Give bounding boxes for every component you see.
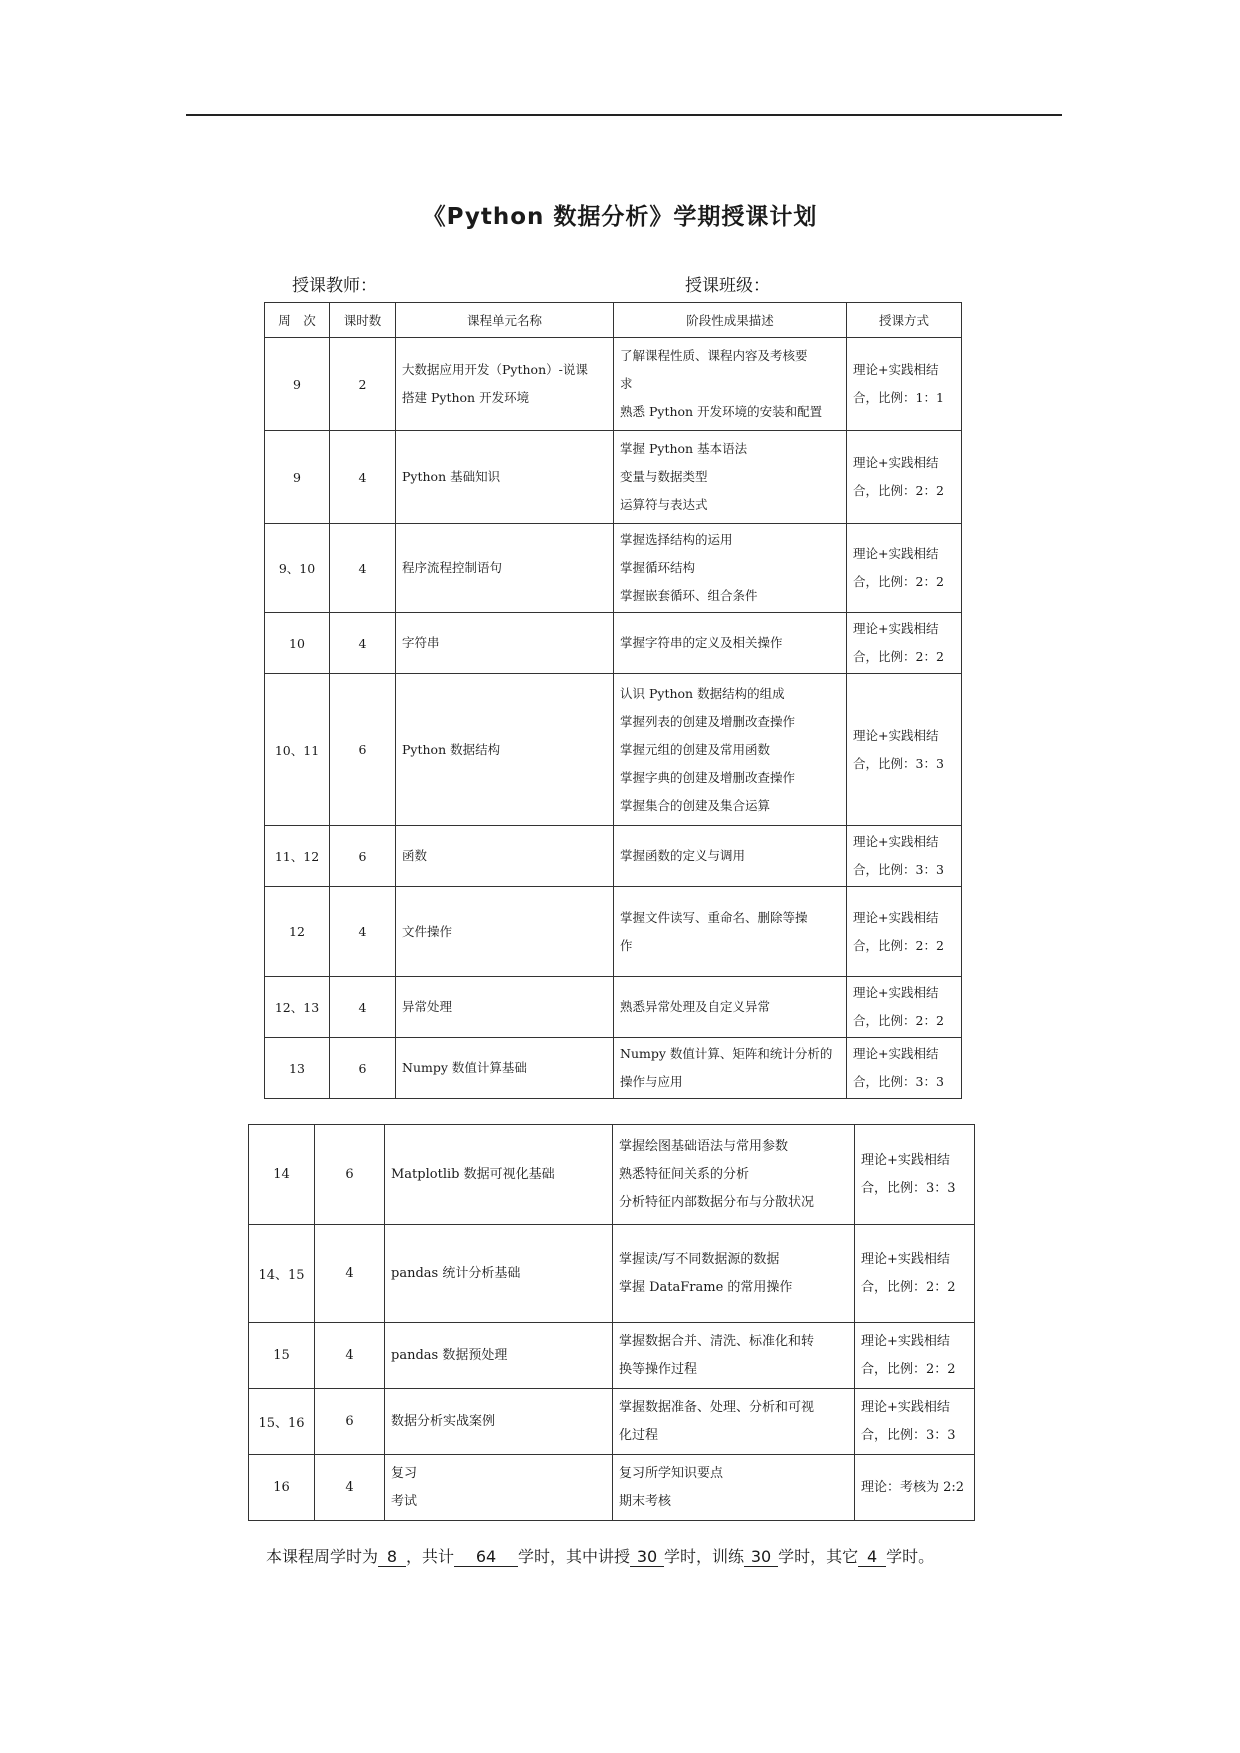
other-hours-value: 4 — [858, 1547, 886, 1567]
week-cell: 9 — [265, 338, 330, 431]
teaching-method-cell: 理论+实践相结合，比例：3：3 — [855, 1389, 975, 1455]
class-label: 授课班级： — [685, 276, 770, 296]
outcome-line: 掌握数据准备、处理、分析和可视 — [619, 1399, 815, 1415]
unit-name-line: 考试 — [391, 1493, 418, 1509]
unit-name-cell — [396, 613, 614, 674]
week-cell: 10 — [265, 613, 330, 674]
unit-name-cell — [396, 431, 614, 524]
summary-text-2: 学时，其中讲授 — [518, 1547, 631, 1566]
outcome-line: 掌握列表的创建及增删改查操作 — [620, 713, 796, 729]
hours-cell: 6 — [330, 826, 396, 887]
unit-name-line: Numpy 数值计算基础 — [402, 1060, 527, 1075]
header-hours: 课时数 — [330, 303, 396, 338]
outcome-cell — [614, 674, 847, 826]
outcome-line: 熟悉异常处理及自定义异常 — [620, 999, 771, 1014]
unit-name-line: 复习 — [391, 1465, 418, 1481]
document-title: 《Python 数据分析》学期授课计划 — [422, 204, 818, 230]
outcome-line: 化过程 — [619, 1427, 659, 1443]
outcome-line: 掌握字典的创建及增删改查操作 — [620, 769, 796, 785]
outcome-line: 掌握 Python 基本语法 — [620, 441, 748, 456]
outcome-line: 复习所学知识要点 — [619, 1465, 724, 1481]
outcome-cell — [614, 431, 847, 524]
table-row — [265, 613, 962, 674]
unit-name-cell — [396, 524, 614, 613]
unit-name-line: 字符串 — [402, 635, 440, 650]
outcome-line: 变量与数据类型 — [620, 469, 708, 484]
outcome-cell — [613, 1225, 855, 1323]
outcome-cell — [614, 338, 847, 431]
teaching-method-cell: 理论+实践相结合，比例：2：2 — [855, 1323, 975, 1389]
outcome-cell — [614, 524, 847, 613]
unit-name-line: pandas 数据预处理 — [391, 1347, 508, 1363]
week-cell: 12、13 — [265, 977, 330, 1038]
teaching-method-cell: 理论：考核为 2:2 — [855, 1455, 975, 1521]
table-row — [249, 1323, 975, 1389]
unit-name-cell — [396, 674, 614, 826]
table-body-part2 — [249, 1125, 975, 1521]
week-cell: 9、10 — [265, 524, 330, 613]
outcome-line: 掌握集合的创建及集合运算 — [620, 797, 771, 813]
unit-name-cell — [396, 338, 614, 431]
unit-name-line: Python 数据结构 — [402, 741, 501, 757]
table-row — [265, 338, 962, 431]
outcome-cell — [614, 1038, 847, 1099]
header-week: 周 次 — [265, 303, 330, 338]
table-row — [265, 524, 962, 613]
outcome-line: 掌握数据合并、清洗、标准化和转 — [619, 1333, 815, 1349]
outcome-cell — [614, 977, 847, 1038]
week-cell: 11、12 — [265, 826, 330, 887]
header-outcomes: 阶段性成果描述 — [614, 303, 847, 338]
teaching-plan-table-part2 — [248, 1124, 975, 1521]
unit-name-cell — [385, 1225, 613, 1323]
table-row — [265, 674, 962, 826]
teaching-method-cell: 理论+实践相结合，比例：2：2 — [847, 977, 962, 1038]
week-cell: 16 — [249, 1455, 315, 1521]
summary-text-1: ，共计 — [406, 1547, 455, 1566]
outcome-line: 掌握文件读写、重命名、删除等操 — [620, 909, 808, 925]
unit-name-cell — [396, 887, 614, 977]
table-row — [265, 887, 962, 977]
outcome-line: 运算符与表达式 — [620, 497, 708, 512]
unit-name-line: 文件操作 — [402, 923, 453, 939]
table-row — [249, 1455, 975, 1521]
outcome-line: 操作与应用 — [620, 1074, 683, 1089]
outcome-cell — [613, 1455, 855, 1521]
week-cell: 10、11 — [265, 674, 330, 826]
unit-name-line: pandas 统计分析基础 — [391, 1265, 521, 1281]
training-hours-value: 30 — [744, 1547, 778, 1567]
outcome-line: 期末考核 — [619, 1493, 672, 1509]
week-cell: 14 — [249, 1125, 315, 1225]
unit-name-cell — [385, 1323, 613, 1389]
outcome-line: 熟悉 Python 开发环境的安装和配置 — [620, 404, 823, 419]
outcome-line: 掌握嵌套循环、组合条件 — [620, 588, 758, 603]
week-cell: 14、15 — [249, 1225, 315, 1323]
unit-name-cell — [385, 1455, 613, 1521]
hours-cell: 4 — [330, 524, 396, 613]
hours-cell: 6 — [330, 674, 396, 826]
outcome-line: 掌握元组的创建及常用函数 — [620, 741, 771, 757]
header-method: 授课方式 — [847, 303, 962, 338]
unit-name-line: 程序流程控制语句 — [402, 560, 503, 575]
hours-cell: 4 — [330, 977, 396, 1038]
summary-text-4: 学时，其它 — [778, 1547, 859, 1566]
week-cell: 12 — [265, 887, 330, 977]
unit-name-line: 异常处理 — [402, 999, 453, 1014]
teacher-label: 授课教师： — [292, 276, 377, 296]
unit-name-line: 数据分析实战案例 — [391, 1413, 496, 1429]
summary-text-5: 学时。 — [886, 1547, 935, 1566]
outcome-line: 掌握选择结构的运用 — [620, 532, 733, 547]
teaching-method-cell: 理论+实践相结合，比例：2：2 — [847, 431, 962, 524]
outcome-line: 认识 Python 数据结构的组成 — [620, 685, 785, 701]
outcome-line: Numpy 数值计算、矩阵和统计分析的 — [620, 1046, 833, 1061]
hours-cell: 6 — [330, 1038, 396, 1099]
table-header-row — [265, 303, 962, 338]
hours-cell: 4 — [315, 1323, 385, 1389]
unit-name-line: Matplotlib 数据可视化基础 — [391, 1166, 555, 1182]
outcome-cell — [614, 887, 847, 977]
header-rule — [186, 114, 1062, 116]
week-cell: 13 — [265, 1038, 330, 1099]
table-row — [265, 826, 962, 887]
hours-cell: 4 — [330, 613, 396, 674]
week-cell: 15、16 — [249, 1389, 315, 1455]
summary-prefix: 本课程周学时为 — [266, 1547, 379, 1566]
table-row — [249, 1125, 975, 1225]
unit-name-line: 大数据应用开发（Python）-说课 — [402, 362, 588, 377]
teaching-method-cell: 理论+实践相结合，比例：3：3 — [855, 1125, 975, 1225]
summary-text-3: 学时，训练 — [664, 1547, 745, 1566]
table-row — [249, 1225, 975, 1323]
outcome-cell — [614, 613, 847, 674]
header-unit-name: 课程单元名称 — [396, 303, 614, 338]
outcome-line: 掌握 DataFrame 的常用操作 — [619, 1279, 793, 1295]
table-body-part1 — [265, 338, 962, 1099]
teaching-method-cell: 理论+实践相结合，比例：3：3 — [847, 1038, 962, 1099]
unit-name-cell — [385, 1125, 613, 1225]
unit-name-line: Python 基础知识 — [402, 469, 501, 484]
teaching-method-cell: 理论+实践相结合，比例：3：3 — [847, 826, 962, 887]
table-row — [265, 1038, 962, 1099]
unit-name-cell — [396, 977, 614, 1038]
outcome-cell — [613, 1125, 855, 1225]
unit-name-cell — [385, 1389, 613, 1455]
hours-cell: 4 — [315, 1225, 385, 1323]
hours-cell: 4 — [330, 431, 396, 524]
total-hours-value: 64 — [454, 1547, 518, 1567]
teaching-method-cell: 理论+实践相结合，比例：1：1 — [847, 338, 962, 431]
table-row — [265, 977, 962, 1038]
teaching-method-cell: 理论+实践相结合，比例：3：3 — [847, 674, 962, 826]
teaching-plan-table-part1 — [264, 302, 962, 1099]
hours-cell: 4 — [330, 887, 396, 977]
outcome-cell — [613, 1323, 855, 1389]
outcome-line: 分析特征内部数据分布与分散状况 — [619, 1194, 815, 1210]
unit-name-line: 搭建 Python 开发环境 — [402, 390, 530, 405]
outcome-line: 求 — [620, 376, 633, 391]
outcome-line: 作 — [620, 937, 633, 953]
hours-summary — [266, 1544, 934, 1567]
teaching-method-cell: 理论+实践相结合，比例：2：2 — [855, 1225, 975, 1323]
outcome-line: 换等操作过程 — [619, 1361, 698, 1377]
unit-name-cell — [396, 826, 614, 887]
outcome-line: 掌握循环结构 — [620, 560, 696, 575]
outcome-line: 熟悉特征间关系的分析 — [619, 1166, 750, 1182]
hours-cell: 6 — [315, 1389, 385, 1455]
outcome-line: 掌握绘图基础语法与常用参数 — [619, 1138, 789, 1154]
table-row — [265, 431, 962, 524]
teaching-method-cell: 理论+实践相结合，比例：2：2 — [847, 887, 962, 977]
week-cell: 9 — [265, 431, 330, 524]
unit-name-line: 函数 — [402, 848, 428, 863]
outcome-line: 掌握读/写不同数据源的数据 — [619, 1251, 780, 1267]
table-row — [249, 1389, 975, 1455]
outcome-cell — [614, 826, 847, 887]
weekly-hours-value: 8 — [378, 1547, 406, 1567]
outcome-cell — [613, 1389, 855, 1455]
outcome-line: 掌握函数的定义与调用 — [620, 848, 746, 863]
teaching-method-cell: 理论+实践相结合，比例：2：2 — [847, 524, 962, 613]
outcome-line: 掌握字符串的定义及相关操作 — [620, 635, 783, 650]
hours-cell: 2 — [330, 338, 396, 431]
week-cell: 15 — [249, 1323, 315, 1389]
hours-cell: 4 — [315, 1455, 385, 1521]
unit-name-cell — [396, 1038, 614, 1099]
outcome-line: 了解课程性质、课程内容及考核要 — [620, 348, 808, 363]
hours-cell: 6 — [315, 1125, 385, 1225]
teaching-method-cell: 理论+实践相结合，比例：2：2 — [847, 613, 962, 674]
lecture-hours-value: 30 — [630, 1547, 664, 1567]
